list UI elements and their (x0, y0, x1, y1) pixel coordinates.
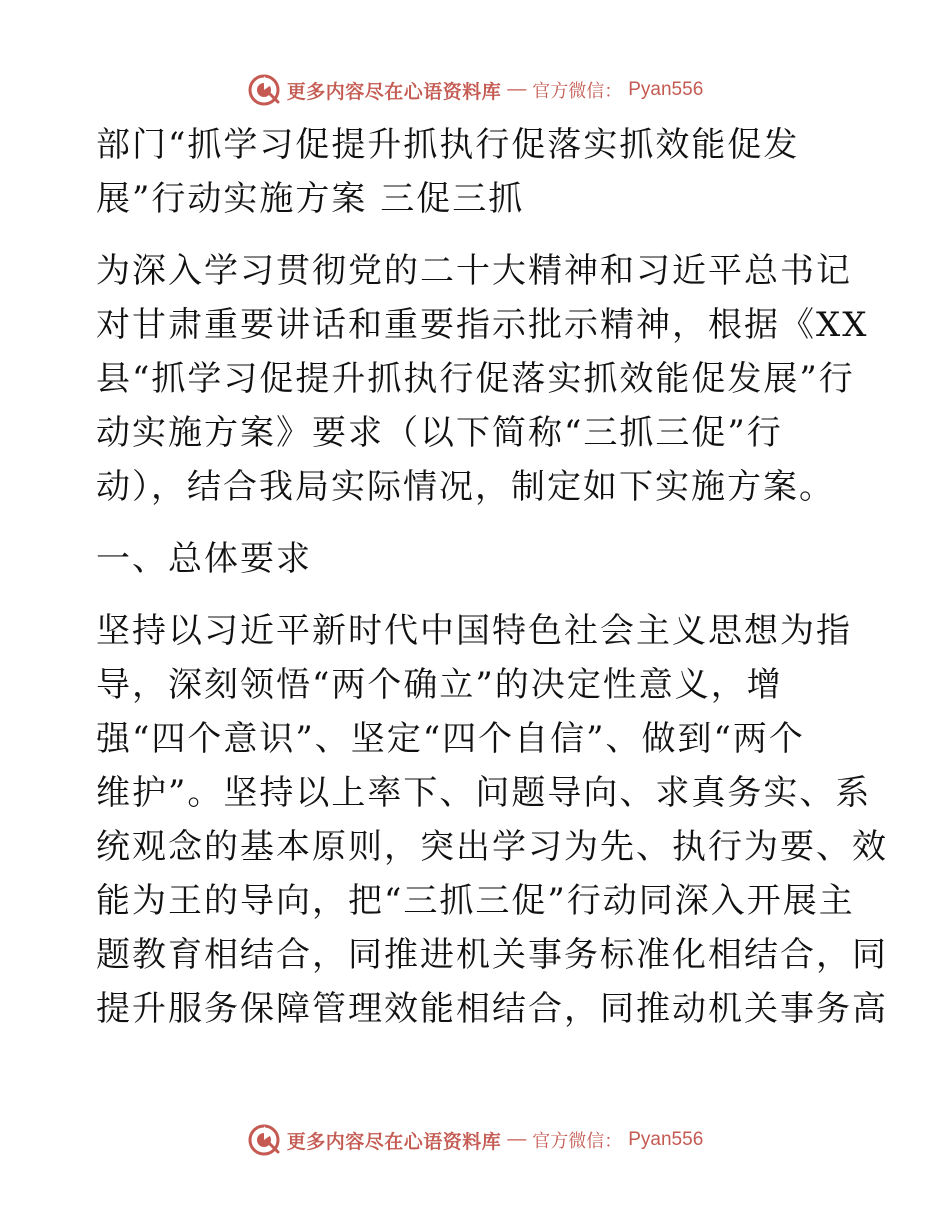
watermark-banner-bottom (0, 1120, 950, 1160)
brand-logo-icon (247, 73, 281, 107)
section-line-2: 导，深刻领悟“两个确立”的决定性意义，增 (96, 665, 783, 705)
watermark-brand-text: 更多内容尽在心语资料库 (286, 1130, 502, 1153)
intro-line-3: 县“抓学习促提升抓执行促落实抓效能促发展”行 (96, 359, 855, 399)
intro-line-2: 对甘肃重要讲话和重要指示批示精神，根据《XX (96, 305, 869, 345)
section-line-4: 维护”。坚持以上率下、问题导向、求真务实、系 (96, 773, 872, 813)
watermark-wechat-label: 官方微信： (532, 1131, 623, 1152)
watermark-brand-text: 更多内容尽在心语资料库 (286, 80, 502, 103)
intro-line-4: 动实施方案》要求（以下简称“三抓三促”行 (96, 413, 783, 453)
intro-line-1: 为深入学习贯彻党的二十大精神和习近平总书记 (96, 251, 852, 291)
section-line-7: 题教育相结合，同推进机关事务标准化相结合，同 (96, 935, 888, 975)
document-title-line-1: 部门“抓学习促提升抓执行促落实抓效能促发 (96, 125, 800, 165)
watermark-wechat-label: 官方微信： (532, 81, 623, 102)
watermark-separator: — (507, 79, 527, 100)
watermark-wechat-id: Pyan556 (628, 1129, 704, 1150)
section-line-6: 能为王的导向，把“三抓三促”行动同深入开展主 (96, 881, 855, 921)
watermark-separator: — (507, 1129, 527, 1150)
intro-line-5: 动），结合我局实际情况，制定如下实施方案。 (96, 467, 835, 507)
watermark-banner-top (0, 70, 950, 110)
section-heading: 一、总体要求 (96, 539, 312, 579)
section-line-3: 强“四个意识”、坚定“四个自信”、做到“两个 (96, 719, 805, 759)
brand-logo-icon (247, 1123, 281, 1157)
section-line-1: 坚持以习近平新时代中国特色社会主义思想为指 (96, 611, 852, 651)
section-line-5: 统观念的基本原则，突出学习为先、执行为要、效 (96, 827, 888, 867)
watermark-wechat-id: Pyan556 (628, 79, 704, 100)
document-body (96, 118, 888, 1036)
document-title-line-2: 展”行动实施方案 三促三抓 (96, 179, 525, 219)
section-line-8: 提升服务保障管理效能相结合，同推动机关事务高 (96, 989, 888, 1029)
